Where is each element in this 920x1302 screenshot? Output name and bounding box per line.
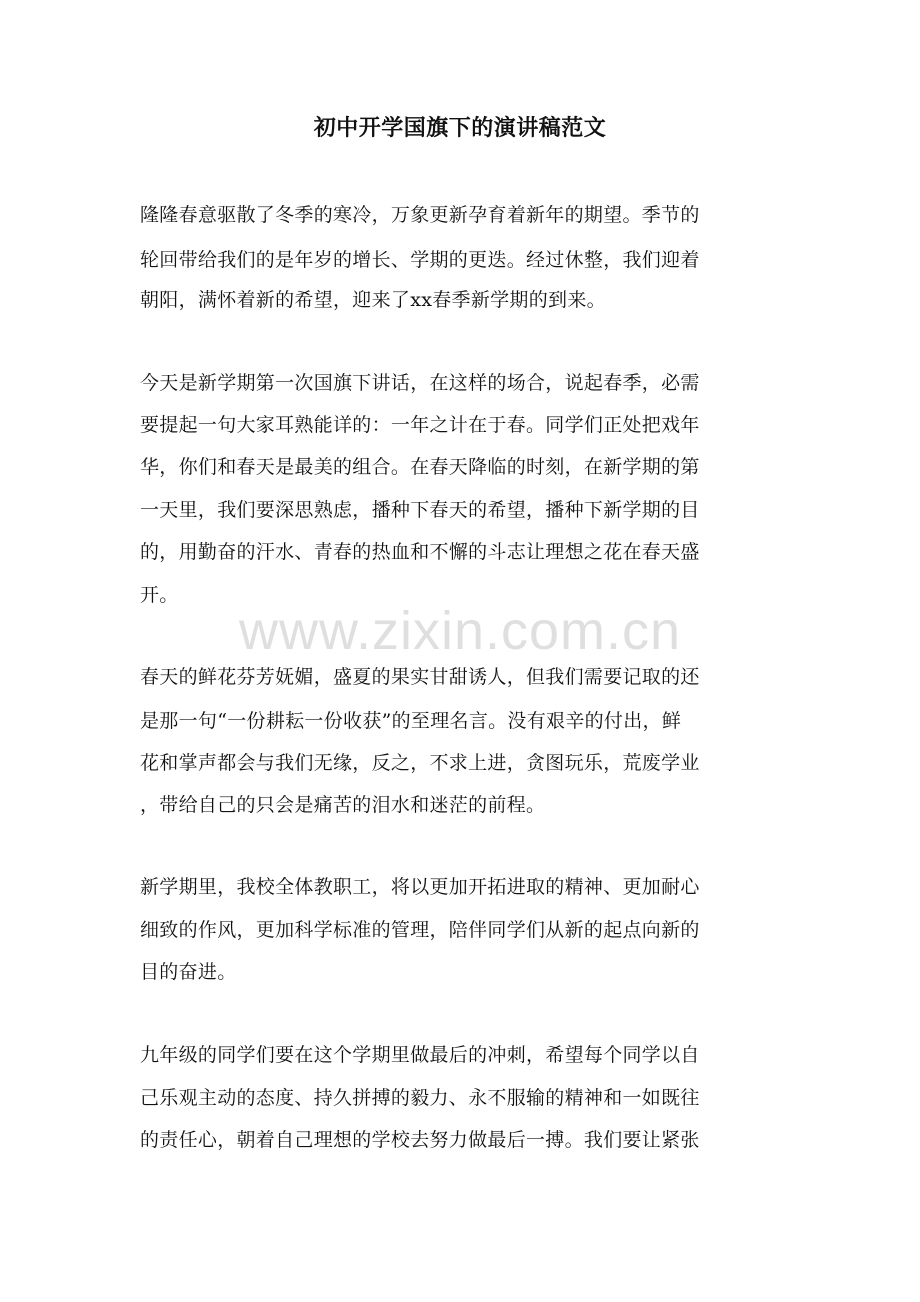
text-line: 今天是新学期第一次国旗下讲话，在这样的场合，说起春季，必需 [140,372,700,394]
text-line: 隆隆春意驱散了冬季的寒冷，万象更新孕育着新年的期望。季节的 [140,204,700,226]
text-line: 己乐观主动的态度、持久拼搏的毅力、永不服输的精神和一如既往 [140,1087,700,1109]
text-line: 新学期里，我校全体教职工，将以更加开拓进取的精神、更加耐心 [140,876,700,898]
document-title: 初中开学国旗下的演讲稿范文 [313,115,607,141]
text-line: 细致的作风，更加科学标准的管理，陪伴同学们从新的起点向新的 [140,919,700,941]
text-line: ，带给自己的只会是痛苦的泪水和迷茫的前程。 [140,794,546,816]
text-line: 的责任心，朝着自己理想的学校去努力做最后一搏。我们要让紧张 [140,1129,700,1151]
text-line: 的，用勤奋的汗水、青春的热血和不懈的斗志让理想之花在春天盛 [140,541,700,563]
text-line: 是那一句“一份耕耘一份收获”的至理名言。没有艰辛的付出，鲜 [140,710,682,732]
text-line: 目的奋进。 [140,961,237,983]
watermark: www.zixin.com.cn [238,601,682,661]
text-line: 开。 [140,584,179,606]
text-line: 朝阳，满怀着新的希望，迎来了xx春季新学期的到来。 [140,289,606,311]
text-line: 华，你们和春天是最美的组合。在春天降临的时刻，在新学期的第 [140,456,700,478]
text-line: 一天里，我们要深思熟虑，播种下春天的希望，播种下新学期的目 [140,499,700,521]
text-line: 要提起一句大家耳熟能详的：一年之计在于春。同学们正处把戏年 [140,414,700,436]
text-line: 轮回带给我们的是年岁的增长、学期的更迭。经过休整，我们迎着 [140,249,700,271]
text-line: 春天的鲜花芬芳妩媚，盛夏的果实甘甜诱人，但我们需要记取的还 [140,666,700,688]
text-line: 花和掌声都会与我们无缘，反之，不求上进，贪图玩乐，荒废学业 [140,752,700,774]
text-line: 九年级的同学们要在这个学期里做最后的冲刺，希望每个同学以自 [140,1044,700,1066]
